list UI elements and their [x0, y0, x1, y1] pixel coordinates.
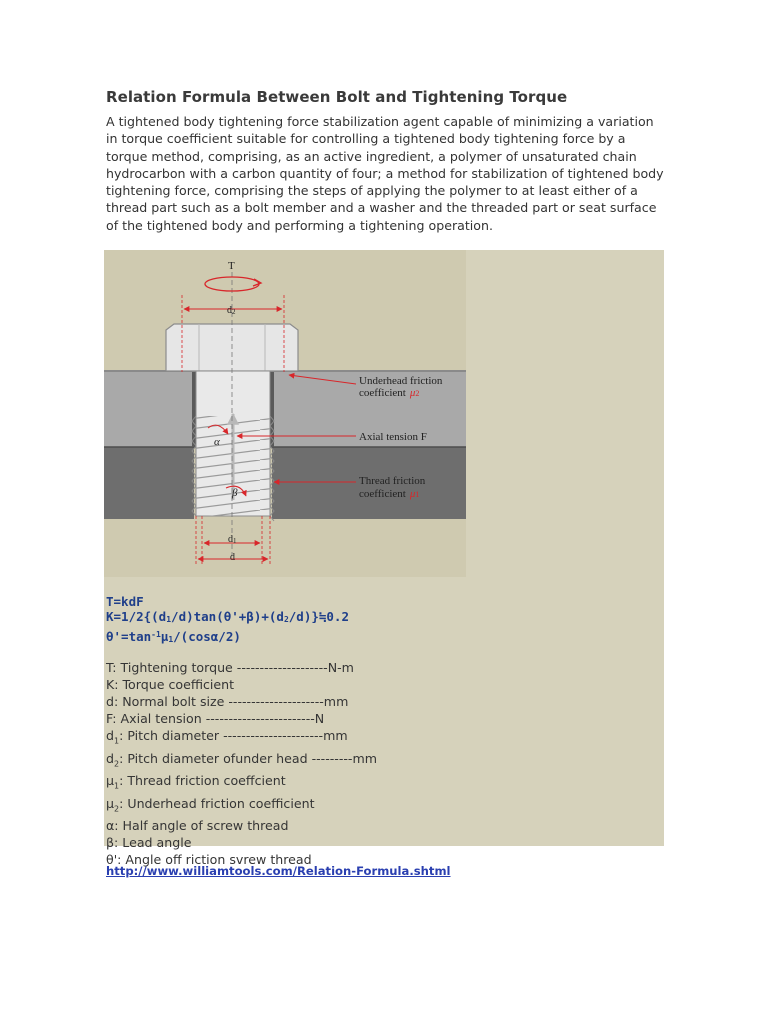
formula-panel: [104, 250, 664, 868]
legend-item-d: d: Normal bolt size ---------------------mm: [106, 694, 349, 709]
legend-item-k: K: Torque coefficient: [106, 677, 235, 692]
d2-label: d2: [227, 305, 236, 316]
formula-line-1: T=kdF: [106, 594, 144, 609]
bolt-diagram-svg: [104, 250, 466, 577]
torque-label: T: [228, 260, 235, 272]
beta-label: β: [232, 487, 238, 499]
legend-item-mu1: $\mu_1$: Thread friction coeffcient: [106, 773, 286, 791]
source-link[interactable]: http://www.williamtools.com/Relation-Formula.shtml: [106, 864, 451, 878]
legend-item-t: T: Tightening torque --------------------N-m: [106, 660, 354, 675]
formula-line-2: $K=1/2\{(d_1/d)\tan(\theta'+\beta)+(d_2/d)\}≒0.2$: [106, 609, 349, 624]
d1-label: d1: [228, 534, 237, 545]
legend-item-d1: $d_1$: Pitch diameter ----------------------mm: [106, 728, 348, 746]
underhead-label-line2: coefficient μ2: [359, 387, 420, 399]
page-title: Relation Formula Between Bolt and Tightening Torque: [106, 88, 568, 106]
lower-plate-left: [104, 447, 194, 519]
axial-tension-label: Axial tension F: [359, 431, 427, 443]
legend-item-d2: $d_2$: Pitch diameter ofunder head ---------mm: [106, 750, 378, 769]
legend-item-beta: β: Lead angle: [106, 835, 192, 851]
d-label: d: [230, 552, 235, 563]
intro-paragraph: A tightened body tightening force stabilization agent capable of minimizing a variation in torque coefficient suitable for controlling a tightened body tightening force by a torque method, comprising, as an active ingredient, a polymer of unsaturated chain hydrocarbon with a carbon quantity of four; a method for stabilization of tightened body tightening force, comprising the steps of applying the polymer to at least either of a thread part such as a bolt member and a washer and the threaded part or seat surface of the tightened body and performing a tightening operation.: [106, 114, 664, 233]
variable-legend: [106, 659, 377, 868]
upper-plate-left: [104, 370, 194, 447]
legend-item-f: F: Axial tension ------------------------N: [106, 711, 325, 726]
alpha-label: α: [214, 436, 220, 448]
thread-label-line1: Thread friction: [359, 475, 426, 487]
underhead-label-line1: Underhead friction: [359, 375, 443, 387]
thread-label-line2: coefficient μ1: [359, 488, 420, 500]
legend-item-alpha: α: Half angle of screw thread: [106, 818, 289, 834]
legend-item-theta: θ': Angle off riction svrew thread: [106, 852, 312, 868]
legend-item-mu2: $\mu_2$: Underhead friction coefficient: [106, 795, 315, 814]
formula-line-3: $\theta'=\tan^{-1}\mu_1/(\cos\alpha/2)$: [106, 629, 241, 644]
formula-block: [106, 594, 349, 647]
bolt-diagram: [104, 250, 466, 577]
